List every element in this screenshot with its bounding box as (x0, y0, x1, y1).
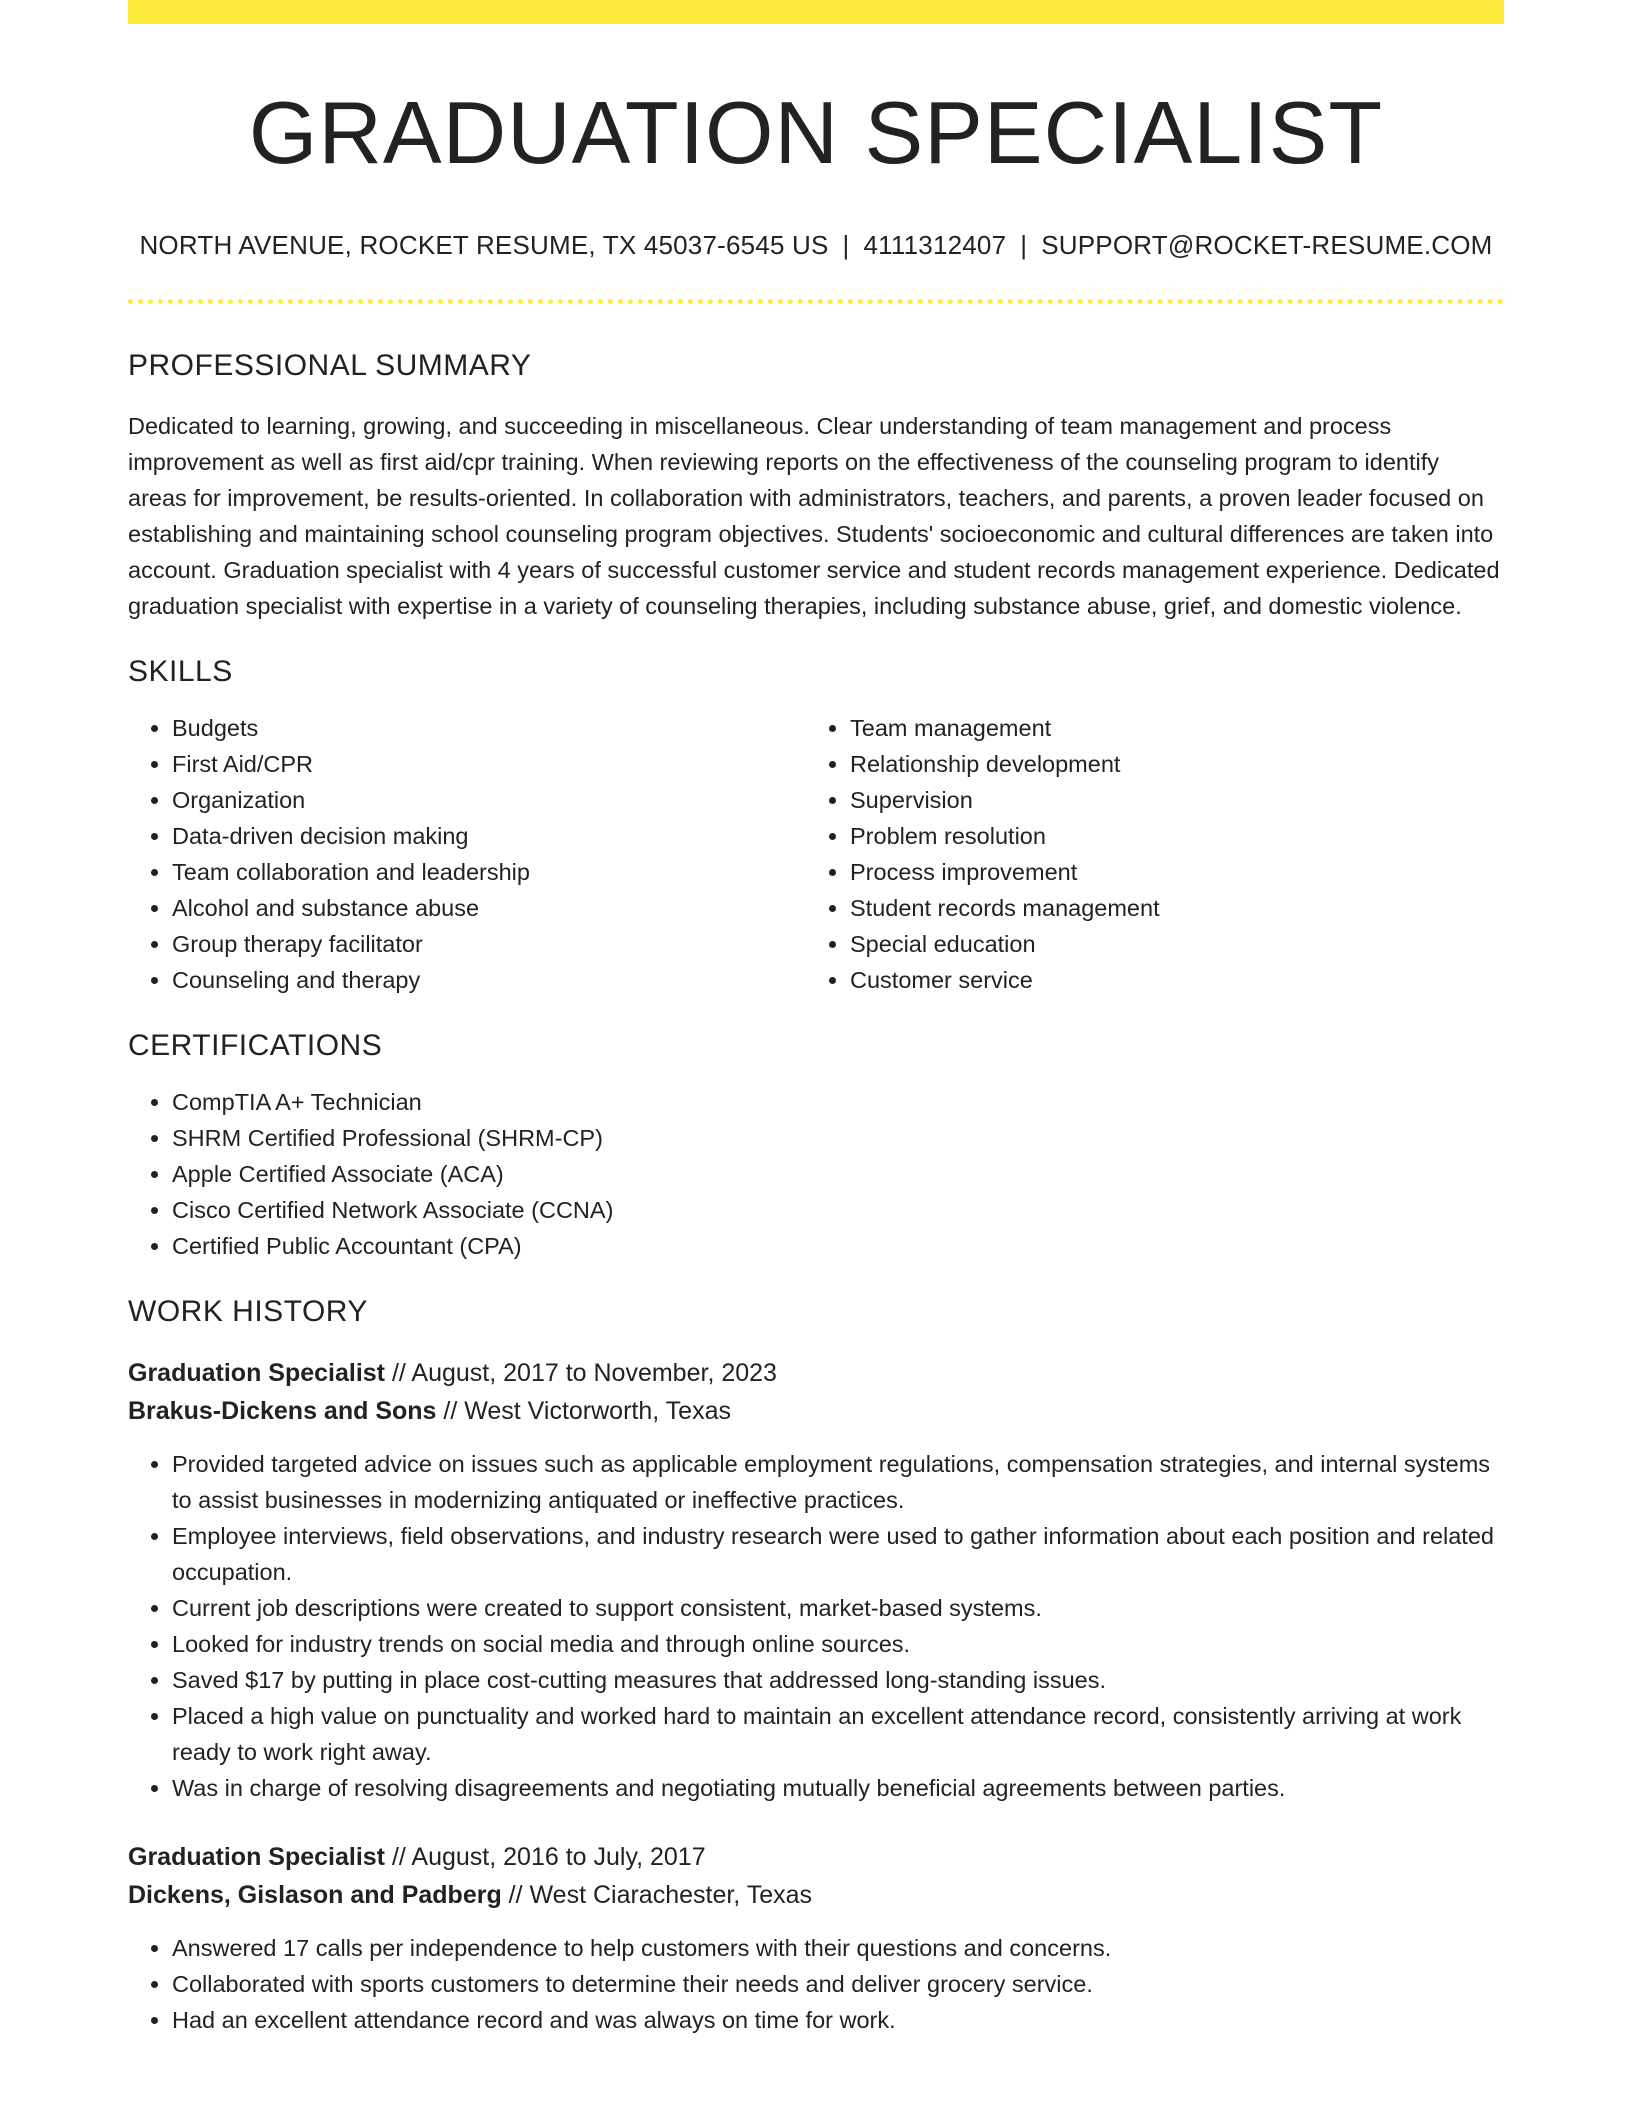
contact-email: SUPPORT@ROCKET-RESUME.COM (1041, 229, 1493, 260)
job-bullet: • Was in charge of resolving disagreements and negotiating mutually beneficial agreements between parties. (172, 1770, 1504, 1806)
job-location: // West Victorworth, Texas (436, 1396, 731, 1425)
certification-item: • Cisco Certified Network Associate (CCNA) (172, 1192, 1504, 1228)
certification-item: • Apple Certified Associate (ACA) (172, 1156, 1504, 1192)
skill-item: • Data-driven decision making (172, 818, 806, 854)
skills-list-left (128, 710, 806, 998)
accent-bar (128, 0, 1504, 24)
job-company-line (128, 1876, 1504, 1914)
skill-item: • Customer service (850, 962, 1484, 998)
skill-item: • Alcohol and substance abuse (172, 890, 806, 926)
job-company-line (128, 1392, 1504, 1430)
job-company: Dickens, Gislason and Padberg (128, 1880, 502, 1909)
skill-item: • First Aid/CPR (172, 746, 806, 782)
job-title: Graduation Specialist (128, 1842, 386, 1871)
section-heading: PROFESSIONAL SUMMARY (128, 348, 532, 382)
contact-separator: | (842, 229, 850, 260)
summary-text: Dedicated to learning, growing, and succeeding in miscellaneous. Clear understanding of team management and process improvement as well as first aid/cpr training. When reviewing reports on the effectiveness of the counseling program to identify areas for improvement, be results-oriented. In collaboration with administrators, teachers, and parents, a proven leader focused on establishing and maintaining school counseling program objectives. Students' socioeconomic and cultural differences are taken into account. Graduation specialist with 4 years of successful customer service and student records management experience. Dedicated graduation specialist with expertise in a variety of counseling therapies, including substance abuse, grief, and domestic violence. (128, 412, 1500, 619)
skill-item: • Organization (172, 782, 806, 818)
contact-phone: 4111312407 (863, 229, 1007, 260)
job-title-line (128, 1354, 1504, 1392)
job-title-line (128, 1838, 1504, 1876)
job-bullet: • Current job descriptions were created to support consistent, market-based systems. (172, 1590, 1504, 1626)
dotted-divider (128, 299, 1504, 304)
job-bullets (128, 1930, 1504, 2038)
skill-item: • Budgets (172, 710, 806, 746)
job-bullet: • Collaborated with sports customers to determine their needs and deliver grocery service. (172, 1966, 1504, 2002)
skills-columns (128, 690, 1504, 998)
job-bullet: • Placed a high value on punctuality and worked hard to maintain an excellent attendance record, consistently arriving at work ready to work right away. (172, 1698, 1504, 1770)
skill-item: • Relationship development (850, 746, 1484, 782)
job-entry (128, 1354, 1504, 1806)
section-heading: CERTIFICATIONS (128, 1028, 383, 1062)
contact-line (128, 230, 1504, 261)
job-bullet: • Provided targeted advice on issues such as applicable employment regulations, compensation strategies, and internal systems to assist businesses in modernizing antiquated or ineffective practices. (172, 1446, 1504, 1518)
job-bullet: • Had an excellent attendance record and was always on time for work. (172, 2002, 1504, 2038)
certifications-section (128, 1028, 1504, 1264)
job-bullet: • Employee interviews, field observations, and industry research were used to gather information about each position and related occupation. (172, 1518, 1504, 1590)
job-dates: // August, 2016 to July, 2017 (385, 1842, 706, 1871)
section-heading: SKILLS (128, 654, 233, 688)
certifications-list (128, 1084, 1504, 1264)
certification-item: • Certified Public Accountant (CPA) (172, 1228, 1504, 1264)
job-title: Graduation Specialist (128, 1358, 386, 1387)
skills-section (128, 654, 1504, 998)
job-dates: // August, 2017 to November, 2023 (385, 1358, 777, 1387)
certification-item: • SHRM Certified Professional (SHRM-CP) (172, 1120, 1504, 1156)
skill-item: • Special education (850, 926, 1484, 962)
skills-list-right (806, 710, 1484, 998)
job-bullet: • Looked for industry trends on social media and through online sources. (172, 1626, 1504, 1662)
certification-item: • CompTIA A+ Technician (172, 1084, 1504, 1120)
job-bullets (128, 1446, 1504, 1806)
skill-item: • Team management (850, 710, 1484, 746)
resume-title: GRADUATION SPECIALIST (248, 83, 1384, 182)
summary-section (128, 348, 1504, 624)
skill-item: • Student records management (850, 890, 1484, 926)
skill-item: • Supervision (850, 782, 1484, 818)
contact-address: NORTH AVENUE, ROCKET RESUME, TX 45037-6545 US (139, 229, 829, 260)
work-history-section (128, 1294, 1504, 2038)
section-heading: WORK HISTORY (128, 1294, 368, 1328)
job-bullet: • Saved $17 by putting in place cost-cutting measures that addressed long-standing issues. (172, 1662, 1504, 1698)
job-entry (128, 1838, 1504, 2038)
skill-item: • Problem resolution (850, 818, 1484, 854)
skill-item: • Counseling and therapy (172, 962, 806, 998)
resume-page (128, 0, 1504, 2038)
skill-item: • Team collaboration and leadership (172, 854, 806, 890)
job-bullet: • Answered 17 calls per independence to help customers with their questions and concerns. (172, 1930, 1504, 1966)
job-company: Brakus-Dickens and Sons (128, 1396, 437, 1425)
skill-item: • Process improvement (850, 854, 1484, 890)
skill-item: • Group therapy facilitator (172, 926, 806, 962)
contact-separator: | (1020, 229, 1028, 260)
job-location: // West Ciarachester, Texas (501, 1880, 813, 1909)
